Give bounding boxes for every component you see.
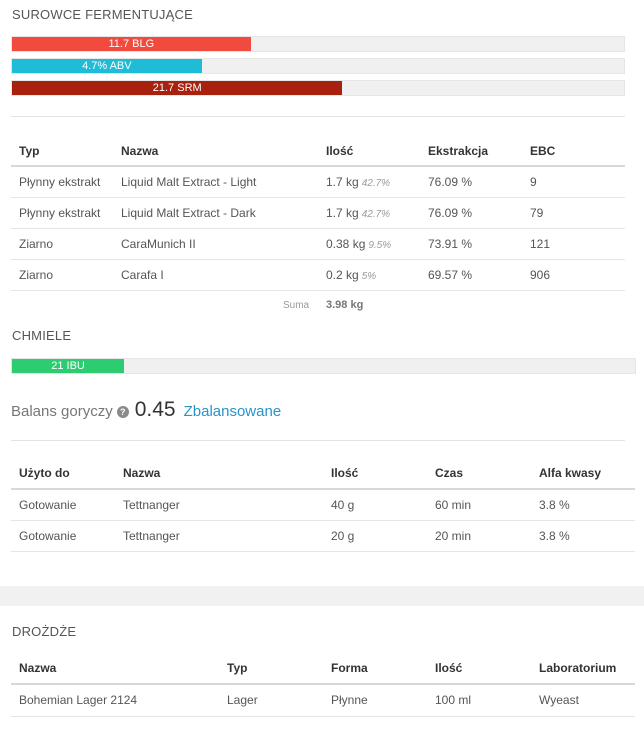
bitterness-balance-description: Zbalansowane <box>183 403 282 420</box>
srm-bar <box>11 80 625 96</box>
column-header-ilosc[interactable]: Ilość <box>318 136 420 166</box>
cell-ekstrakcja: 73.91 % <box>420 228 522 259</box>
hops-table <box>11 458 635 552</box>
cell-nazwa: CaraMunich II <box>113 228 318 259</box>
column-header-ekstrakcja[interactable]: Ekstrakcja <box>420 136 522 166</box>
amount-value: 1.7 kg <box>326 174 359 189</box>
cell-alfa-kwasy: 3.8 % <box>531 520 635 551</box>
bitterness-balance <box>11 398 281 424</box>
cell-uzyto-do: Gotowanie <box>11 520 115 551</box>
cell-typ: Ziarno <box>11 259 113 290</box>
table-row <box>11 489 635 520</box>
column-header-ebc[interactable]: EBC <box>522 136 625 166</box>
cell-ekstrakcja: 76.09 % <box>420 197 522 228</box>
cell-typ: Ziarno <box>11 228 113 259</box>
column-header-ilosc[interactable]: Ilość <box>323 458 427 489</box>
amount-percent: 5% <box>361 270 377 282</box>
column-header-typ[interactable]: Typ <box>219 653 323 684</box>
cell-czas: 20 min <box>427 520 531 551</box>
cell-czas: 60 min <box>427 489 531 520</box>
cell-typ: Płynny ekstrakt <box>11 197 113 228</box>
cell-ekstrakcja: 76.09 % <box>420 166 522 197</box>
column-header-nazwa[interactable]: Nazwa <box>113 136 318 166</box>
table-header-row <box>11 458 635 489</box>
cell-ilosc: 40 g <box>323 489 427 520</box>
hops-section-title: CHMIELE <box>12 328 72 343</box>
cell-ebc: 906 <box>522 259 625 290</box>
help-icon[interactable]: ? <box>117 406 129 418</box>
column-header-czas[interactable]: Czas <box>427 458 531 489</box>
cell-ekstrakcja: 69.57 % <box>420 259 522 290</box>
cell-ilosc <box>318 228 420 259</box>
table-row <box>11 197 625 228</box>
srm-bar-fill: 21.7 SRM <box>12 81 342 95</box>
section-separator <box>0 586 644 606</box>
cell-ebc: 79 <box>522 197 625 228</box>
amount-percent: 9.5% <box>368 239 392 251</box>
column-header-uzyto-do[interactable]: Użyto do <box>11 458 115 489</box>
cell-ebc: 9 <box>522 166 625 197</box>
column-header-nazwa[interactable]: Nazwa <box>115 458 323 489</box>
cell-ebc: 121 <box>522 228 625 259</box>
cell-ilosc: 100 ml <box>427 684 531 716</box>
blg-bar <box>11 36 625 52</box>
yeast-table <box>11 653 635 717</box>
abv-bar <box>11 58 625 74</box>
cell-nazwa: Carafa I <box>113 259 318 290</box>
table-row <box>11 228 625 259</box>
bitterness-balance-value: 0.45 <box>134 398 176 421</box>
blg-bar-fill: 11.7 BLG <box>12 37 251 51</box>
cell-ilosc <box>318 166 420 197</box>
column-header-ilosc[interactable]: Ilość <box>427 653 531 684</box>
bitterness-balance-label: Balans goryczy <box>11 403 113 420</box>
table-row <box>11 684 635 716</box>
cell-ilosc <box>318 259 420 290</box>
cell-alfa-kwasy: 3.8 % <box>531 489 635 520</box>
table-row <box>11 166 625 197</box>
cell-uzyto-do: Gotowanie <box>11 489 115 520</box>
amount-value: 1.7 kg <box>326 205 359 220</box>
cell-nazwa: Liquid Malt Extract - Light <box>113 166 318 197</box>
cell-forma: Płynne <box>323 684 427 716</box>
table-row <box>11 520 635 551</box>
ibu-bar-fill: 21 IBU <box>12 359 124 373</box>
yeast-section-title: DROŻDŻE <box>12 624 77 639</box>
abv-bar-fill: 4.7% ABV <box>12 59 202 73</box>
cell-ilosc <box>318 197 420 228</box>
amount-percent: 42.7% <box>361 208 391 220</box>
amount-value: 0.2 kg <box>326 267 359 282</box>
table-header-row <box>11 653 635 684</box>
cell-nazwa: Liquid Malt Extract - Dark <box>113 197 318 228</box>
table-header-row <box>11 136 625 166</box>
ibu-bar <box>11 358 636 374</box>
column-header-typ[interactable]: Typ <box>11 136 113 166</box>
table-row <box>11 259 625 290</box>
column-header-nazwa[interactable]: Nazwa <box>11 653 219 684</box>
cell-nazwa: Bohemian Lager 2124 <box>11 684 219 716</box>
fermentables-section-title: SUROWCE FERMENTUJĄCE <box>12 7 193 22</box>
fermentables-table <box>11 136 625 291</box>
cell-laboratorium: Wyeast <box>531 684 635 716</box>
column-header-laboratorium[interactable]: Laboratorium <box>531 653 635 684</box>
total-value: 3.98 kg <box>326 299 364 311</box>
total-label: Suma <box>283 300 310 311</box>
cell-typ: Płynny ekstrakt <box>11 166 113 197</box>
cell-nazwa: Tettnanger <box>115 489 323 520</box>
cell-nazwa: Tettnanger <box>115 520 323 551</box>
divider <box>11 440 625 441</box>
column-header-forma[interactable]: Forma <box>323 653 427 684</box>
cell-typ: Lager <box>219 684 323 716</box>
divider <box>11 116 625 117</box>
cell-ilosc: 20 g <box>323 520 427 551</box>
amount-percent: 42.7% <box>361 177 391 189</box>
column-header-alfa-kwasy[interactable]: Alfa kwasy <box>531 458 635 489</box>
amount-value: 0.38 kg <box>326 236 366 251</box>
